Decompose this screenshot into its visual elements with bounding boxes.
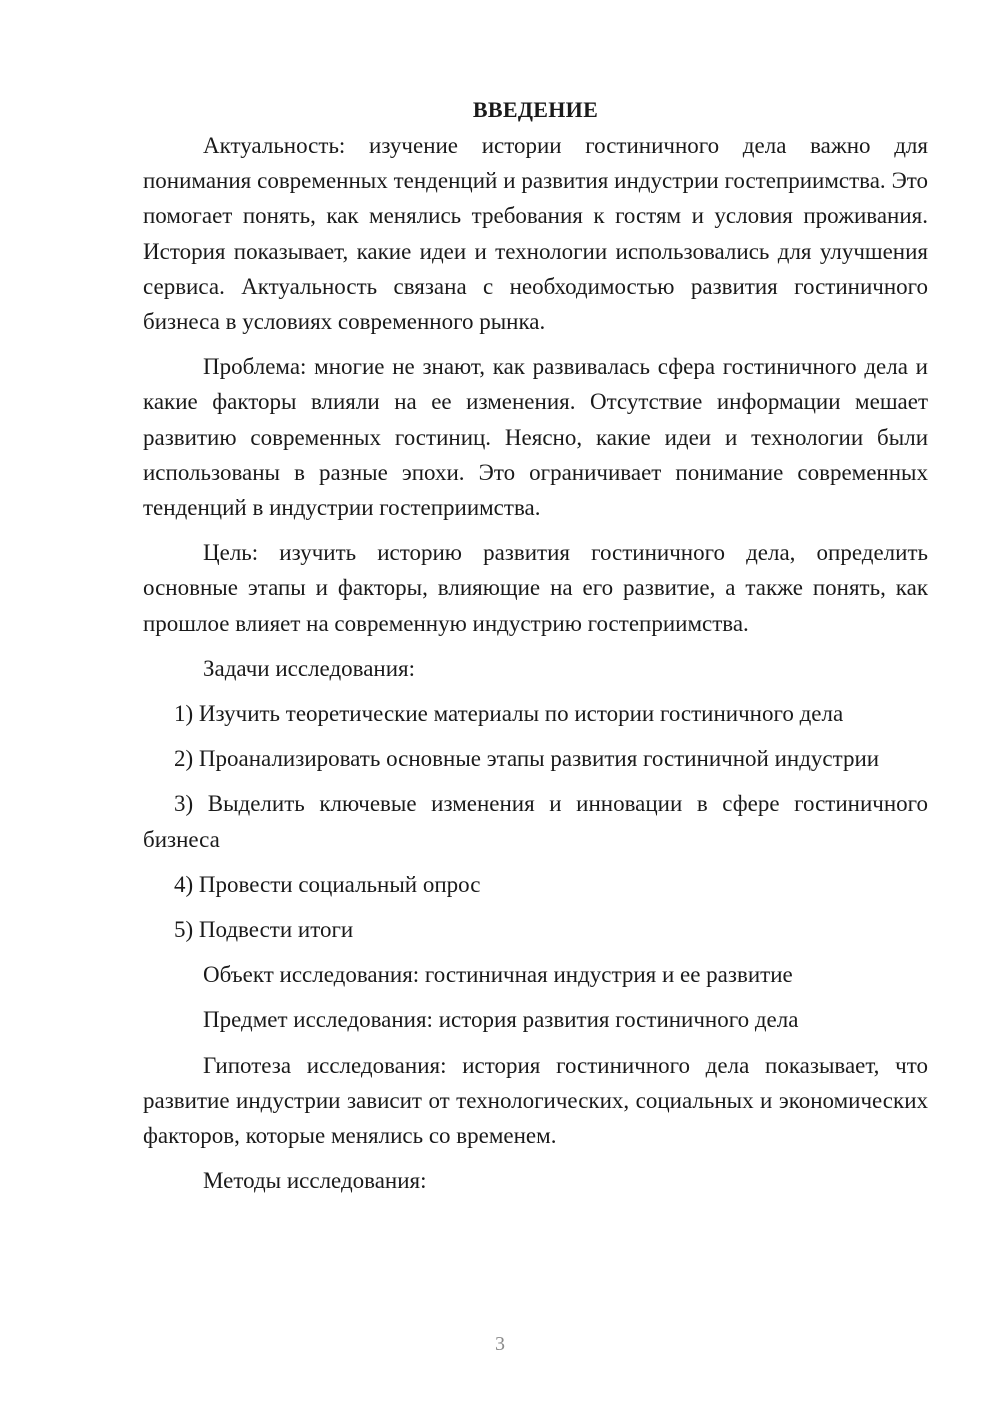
page-number: 3 (495, 1333, 505, 1355)
task-item-2: 2) Проанализировать основные этапы развития гостиничной индустрии (174, 746, 880, 772)
task-item-1: 1) Изучить теоретические материалы по истории гостиничного дела (174, 701, 844, 727)
goal-paragraph: Цель: изучить историю развития гостиничного дела, определить основные этапы и факторы, влияющие на его развитие, а также понять, как прошлое влияет на современную индустрию гостеприимства. (143, 540, 928, 636)
methods-heading: Методы исследования: (203, 1168, 427, 1194)
task-item-4: 4) Провести социальный опрос (174, 871, 481, 897)
task-item-5: 5) Подвести итоги (174, 917, 354, 943)
task-item-3: 3) Выделить ключевые изменения и инновации в сфере гостиничного бизнеса (143, 791, 928, 852)
object-paragraph: Объект исследования: гостиничная индустрия и ее развитие (203, 962, 793, 988)
hypothesis-paragraph: Гипотеза исследования: история гостиничного дела показывает, что развитие индустрии зависит от технологических, социальных и экономических факторов, которые менялись со временем. (143, 1052, 928, 1149)
document-page (143, 92, 928, 1208)
problem-paragraph: Проблема: многие не знают, как развивалась сфера гостиничного дела и какие факторы влияли на ее изменения. Отсутствие информации мешает развитию современных гостиниц. Неясно, какие идеи и технологии были использованы в разные эпохи. Это ограничивает понимание современных тенденций в индустрии гостеприимства. (143, 354, 928, 521)
subject-paragraph: Предмет исследования: история развития гостиничного дела (203, 1007, 799, 1033)
tasks-heading: Задачи исследования: (203, 655, 416, 681)
page-title: ВВЕДЕНИЕ (472, 97, 599, 122)
relevance-paragraph: Актуальность: изучение истории гостиничного дела важно для понимания современных тенденций и развития индустрии гостеприимства. Это помогает понять, как менялись требования к гостям и условия проживания. История показывает, какие идеи и технологии использовались для улучшения сервиса. Актуальность связана с необходимостью развития гостиничного бизнеса в условиях современного рынка. (143, 133, 928, 335)
